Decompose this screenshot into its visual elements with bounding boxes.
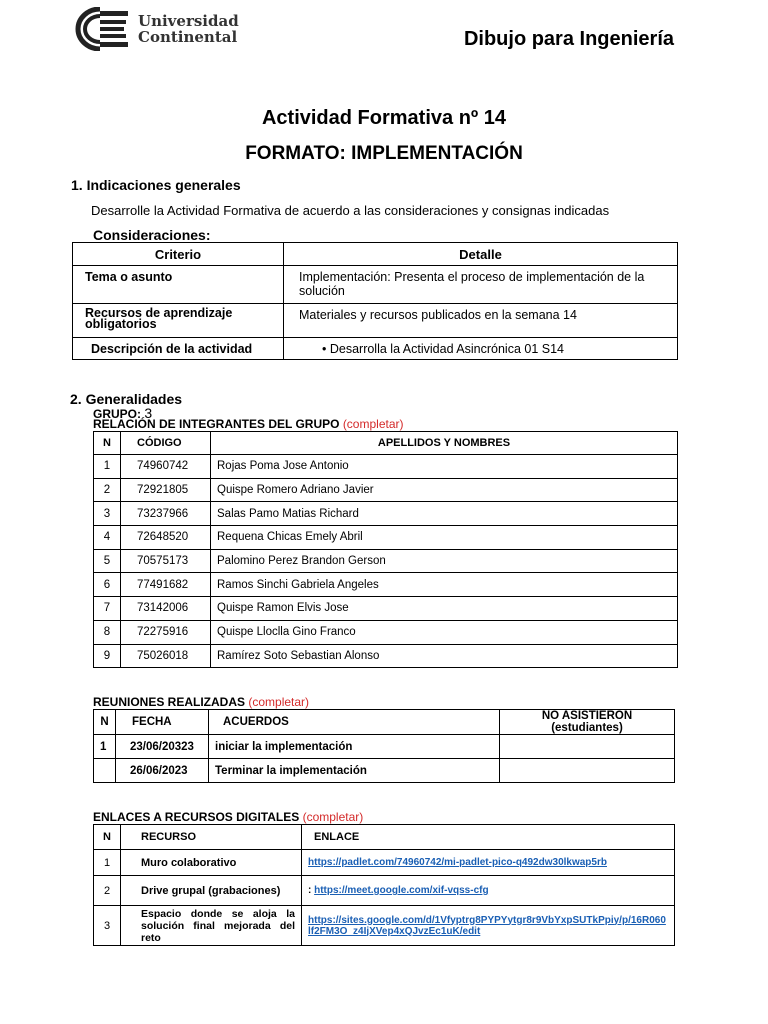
table-row [94, 850, 675, 876]
member-number: 1 [94, 455, 121, 479]
table-row [94, 549, 678, 573]
detail-cell: • Desarrolla la Actividad Asincrónica 01 S14 [284, 338, 678, 360]
link-resource: Drive grupal (grabaciones) [121, 876, 302, 906]
link-header: ENLACE [302, 825, 675, 850]
member-number: 5 [94, 549, 121, 573]
member-code: 72275916 [121, 620, 211, 644]
member-number: 2 [94, 478, 121, 502]
member-name: Ramírez Soto Sebastian Alonso [211, 644, 678, 668]
table-row [94, 597, 678, 621]
resource-link[interactable]: https://sites.google.com/d/1Vfyptrg8PYPYytgr8r9VbYxpSUTkPpiy/p/16R060lf2FM3O_z4IjXVep4xQJvzEc1uK/edit [308, 914, 666, 937]
link-cell [302, 850, 675, 876]
member-code: 72648520 [121, 526, 211, 550]
completar-label: (completar) [248, 695, 310, 709]
member-number: 8 [94, 620, 121, 644]
criteria-cell: Descripción de la actividad [73, 338, 284, 360]
table-row [94, 620, 678, 644]
section1-heading: 1. Indicaciones generales [71, 177, 241, 193]
link-prefix: : [308, 885, 315, 896]
section2-heading: 2. Generalidades [70, 391, 183, 407]
link-cell [302, 876, 675, 906]
meeting-agreement: Terminar la implementación [209, 759, 500, 783]
n-header: N [94, 432, 121, 455]
detail-header: Detalle [284, 243, 678, 266]
table-row [94, 478, 678, 502]
meetings-table [93, 709, 675, 783]
section1-text: Desarrolle la Actividad Formativa de acuerdo a las consideraciones y consignas indicadas [91, 203, 610, 218]
table-row [94, 573, 678, 597]
criteria-cell: Recursos de aprendizaje obligatorios [73, 304, 284, 338]
table-row [94, 906, 675, 946]
member-code: 73237966 [121, 502, 211, 526]
member-number: 6 [94, 573, 121, 597]
agreements-header: ACUERDOS [209, 710, 500, 735]
meeting-number: 1 [94, 735, 116, 759]
members-title: RELACIÓN DE INTEGRANTES DEL GRUPO [93, 417, 340, 431]
n-header: N [94, 825, 121, 850]
table-row [73, 266, 678, 304]
member-name: Rojas Poma Jose Antonio [211, 455, 678, 479]
member-code: 73142006 [121, 597, 211, 621]
member-number: 7 [94, 597, 121, 621]
completar-label: (completar) [302, 810, 364, 824]
table-row [73, 304, 678, 338]
member-name: Ramos Sinchi Gabriela Angeles [211, 573, 678, 597]
table-row [94, 876, 675, 906]
link-number: 2 [94, 876, 121, 906]
meetings-title-row [93, 695, 309, 709]
considerations-label: Consideraciones: [93, 227, 211, 243]
detail-cell: Materiales y recursos publicados en la semana 14 [284, 304, 678, 338]
logo-line1: Universidad [138, 12, 239, 30]
meeting-date: 26/06/2023 [116, 759, 209, 783]
member-name: Salas Pamo Matias Richard [211, 502, 678, 526]
group-value: 3 [144, 405, 153, 421]
page-subtitle: FORMATO: IMPLEMENTACIÓN [245, 143, 523, 164]
date-header: FECHA [116, 710, 209, 735]
member-code: 75026018 [121, 644, 211, 668]
links-table [93, 824, 675, 946]
link-cell [302, 906, 675, 946]
detail-cell: Implementación: Presenta el proceso de implementación de la solución [284, 266, 678, 304]
table-row [94, 759, 675, 783]
member-code: 70575173 [121, 549, 211, 573]
links-title: ENLACES A RECURSOS DIGITALES [93, 810, 300, 824]
meeting-absent [500, 759, 675, 783]
table-row [94, 455, 678, 479]
logo-line2: Continental [138, 28, 238, 46]
meeting-agreement: iniciar la implementación [209, 735, 500, 759]
meetings-title: REUNIONES REALIZADAS [93, 695, 246, 709]
meeting-number [94, 759, 116, 783]
table-row [94, 502, 678, 526]
university-logo [70, 6, 240, 52]
table-row [73, 338, 678, 360]
university-logo-icon [70, 7, 130, 51]
resource-header: RECURSO [121, 825, 302, 850]
link-resource: Muro colaborativo [121, 850, 302, 876]
member-number: 3 [94, 502, 121, 526]
criteria-header: Criterio [73, 243, 284, 266]
member-code: 77491682 [121, 573, 211, 597]
considerations-table [72, 242, 678, 360]
member-number: 9 [94, 644, 121, 668]
table-row [94, 644, 678, 668]
member-name: Quispe Romero Adriano Javier [211, 478, 678, 502]
names-header: APELLIDOS Y NOMBRES [211, 432, 678, 455]
code-header: CÓDIGO [121, 432, 211, 455]
resource-link[interactable]: https://padlet.com/74960742/mi-padlet-pico-q492dw30lkwap5rb [308, 857, 607, 868]
absent-header: NO ASISTIERON (estudiantes) [500, 710, 675, 735]
table-row [94, 526, 678, 550]
table-row [94, 735, 675, 759]
member-name: Quispe Lloclla Gino Franco [211, 620, 678, 644]
members-title-row [93, 417, 404, 431]
member-code: 72921805 [121, 478, 211, 502]
meeting-absent [500, 735, 675, 759]
meeting-date: 23/06/20323 [116, 735, 209, 759]
member-name: Palomino Perez Brandon Gerson [211, 549, 678, 573]
group-label: GRUPO: [93, 407, 141, 421]
criteria-cell: Tema o asunto [73, 266, 284, 304]
page-title: Actividad Formativa nº 14 [261, 107, 507, 129]
n-header: N [94, 710, 116, 735]
member-code: 74960742 [121, 455, 211, 479]
members-table [93, 431, 678, 668]
member-number: 4 [94, 526, 121, 550]
completar-label: (completar) [342, 417, 404, 431]
link-number: 1 [94, 850, 121, 876]
link-number: 3 [94, 906, 121, 946]
member-name: Requena Chicas Emely Abril [211, 526, 678, 550]
member-name: Quispe Ramon Elvis Jose [211, 597, 678, 621]
links-title-row [93, 810, 363, 824]
resource-link[interactable]: https://meet.google.com/xif-vqss-cfg [314, 885, 489, 896]
course-title: Dibujo para Ingeniería [463, 28, 674, 50]
link-resource: Espacio donde se aloja la solución final mejorada del reto [121, 906, 302, 946]
